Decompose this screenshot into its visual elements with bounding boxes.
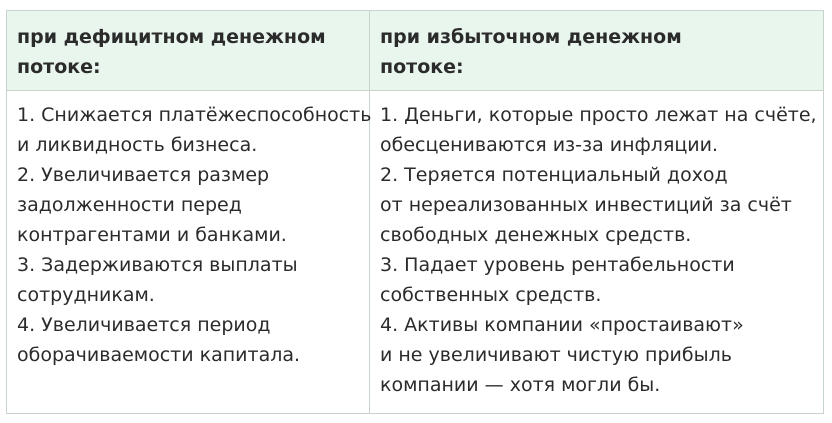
surplus-line: свободных денежных средств. <box>380 224 692 246</box>
surplus-line: 2. Теряется потенциальный доход <box>380 164 728 186</box>
surplus-line: обесцениваются из-за инфляции. <box>380 134 719 156</box>
surplus-line: и не увеличивают чистую прибыль <box>380 344 732 366</box>
surplus-consequences <box>370 91 823 413</box>
surplus-line: собственных средств. <box>380 284 602 306</box>
deficit-line: контрагентами и банками. <box>17 224 287 246</box>
surplus-line: от нереализованных инвестиций за счёт <box>380 194 792 216</box>
deficit-line: сотрудникам. <box>17 284 155 306</box>
deficit-line: задолженности перед <box>17 194 242 216</box>
cash-flow-comparison-table <box>6 10 824 414</box>
deficit-line: 4. Увеличивается период <box>17 314 271 336</box>
surplus-line: компании — хотя могли бы. <box>380 374 661 396</box>
header-surplus-line: потоке: <box>380 56 464 78</box>
deficit-line: 1. Снижается платёжеспособность <box>17 104 372 126</box>
header-surplus <box>370 11 823 91</box>
surplus-line: 1. Деньги, которые просто лежат на счёте, <box>380 104 817 126</box>
deficit-line: оборачиваемости капитала. <box>17 344 301 366</box>
header-deficit-line: потоке: <box>17 56 101 78</box>
header-deficit <box>7 11 370 91</box>
deficit-line: и ликвидность бизнеса. <box>17 134 258 156</box>
deficit-line: 3. Задерживаются выплаты <box>17 254 298 276</box>
deficit-line: 2. Увеличивается размер <box>17 164 270 186</box>
surplus-line: 4. Активы компании «простаивают» <box>380 314 744 336</box>
surplus-line: 3. Падает уровень рентабельности <box>380 254 735 276</box>
header-deficit-line: при дефицитном денежном <box>17 26 326 48</box>
header-surplus-line: при избыточном денежном <box>380 26 682 48</box>
deficit-consequences <box>7 91 370 413</box>
